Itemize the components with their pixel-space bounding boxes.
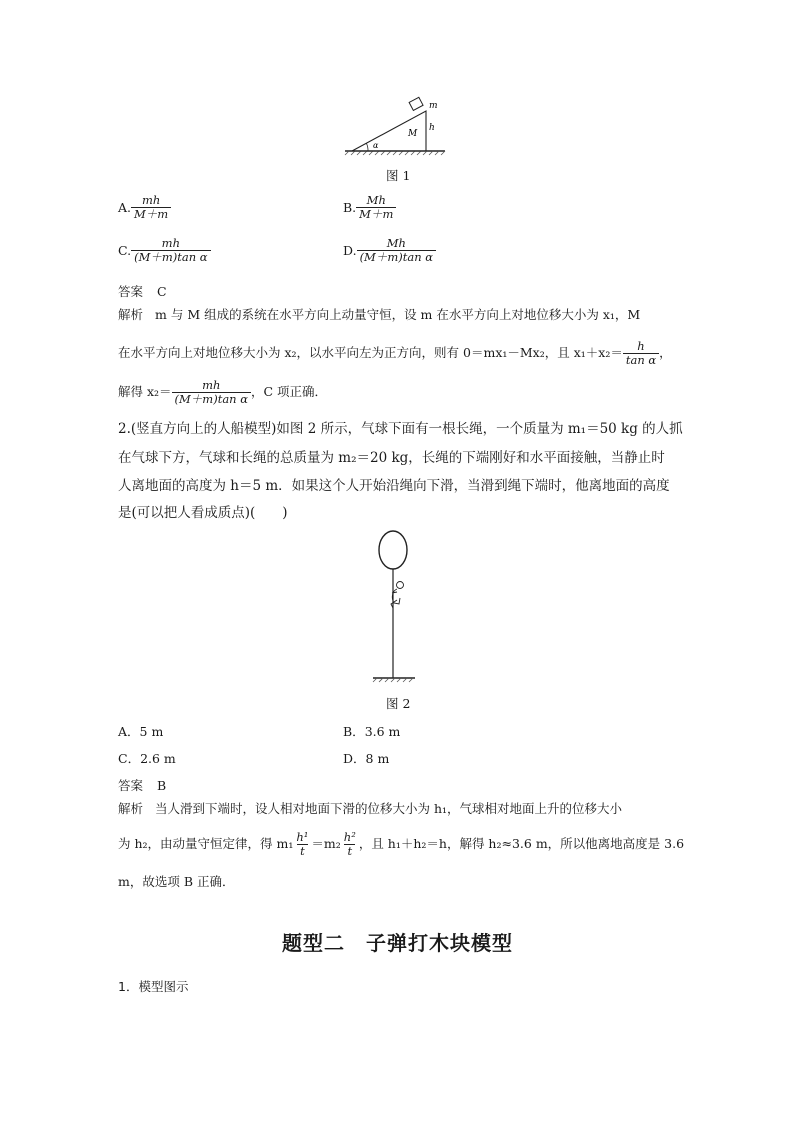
option-letter: A. xyxy=(118,200,132,216)
option-letter: A． xyxy=(118,724,140,739)
fraction-denominator: t xyxy=(344,844,355,858)
analysis-text: 当人滑到下端时，设人相对地面下滑的位移大小为 h₁，气球相对地面上升的位移大小 xyxy=(155,801,623,816)
fraction-denominator: t xyxy=(297,844,308,858)
q1-analysis-line-2 xyxy=(118,340,672,367)
answer-value: C xyxy=(157,284,167,299)
figure-1-caption: 图 1 xyxy=(386,168,411,183)
option-letter: C. xyxy=(118,243,132,259)
fraction-numerator: h¹ xyxy=(296,830,309,844)
analysis-text: ，且 h₁＋h₂＝h，解得 h₂≈3.6 m，所以他离地高度是 3.6 xyxy=(358,836,685,852)
fig1-label-alpha: α xyxy=(373,141,379,150)
option-numerator: Mh xyxy=(386,236,406,250)
analysis-label: 解析 xyxy=(118,307,144,322)
answer-label: 答案 xyxy=(118,284,144,299)
analysis-text: ， xyxy=(659,345,672,361)
q1-option-c xyxy=(118,237,211,264)
q1-option-a xyxy=(118,194,171,221)
q2-stem-line-3: 人离地面的高度为 h＝5 m．如果这个人开始沿绳向下滑，当滑到绳下端时，他离地面的高度 xyxy=(118,478,670,494)
q1-option-b xyxy=(343,194,396,221)
option-numerator: Mh xyxy=(366,193,386,207)
answer-value: B xyxy=(157,778,167,793)
fraction-numerator: h² xyxy=(343,830,356,844)
option-letter: B． xyxy=(343,724,365,739)
q1-option-d xyxy=(343,237,436,264)
q2-option-a xyxy=(118,722,163,740)
q2-analysis-line-2 xyxy=(118,831,684,858)
q2-option-c xyxy=(118,749,176,767)
analysis-text: 为 h₂，由动量守恒定律，得 m₁ xyxy=(118,836,294,852)
option-text: 2.6 m xyxy=(140,751,176,766)
option-text: 5 m xyxy=(139,724,164,739)
fig1-label-M: M xyxy=(408,129,418,139)
q1-analysis-line-3 xyxy=(118,379,327,406)
q2-option-b xyxy=(343,722,400,740)
q2-stem-line-2: 在气球下方，气球和长绳的总质量为 m₂＝20 kg，长绳的下端刚好和水平面接触，当静止时 xyxy=(118,450,665,466)
option-text: 3.6 m xyxy=(364,724,401,739)
q1-answer xyxy=(118,282,167,300)
analysis-label: 解析 xyxy=(118,801,144,816)
fraction-numerator: mh xyxy=(202,378,221,392)
q2-stem-line-1: 2.(竖直方向上的人船模型)如图 2 所示，气球下面有一根长绳，一个质量为 m₁＝50 kg 的人抓 xyxy=(118,421,683,437)
fig1-label-m: m xyxy=(429,101,438,111)
option-letter: D. xyxy=(343,243,357,259)
q2-analysis-line-3: m，故选项 B 正确． xyxy=(118,874,235,889)
fraction-denominator: tan α xyxy=(623,353,659,367)
option-denominator: (M＋m)tan α xyxy=(357,250,436,264)
sub-item-model-diagram: 1．模型图示 xyxy=(118,979,189,994)
figure-2-balloon xyxy=(364,528,424,688)
option-denominator: M＋m xyxy=(356,207,396,221)
fraction-denominator: (M＋m)tan α xyxy=(172,392,251,406)
option-text: 8 m xyxy=(365,751,390,766)
option-numerator: mh xyxy=(141,193,161,207)
option-letter: B. xyxy=(343,200,357,216)
q2-stem-line-4: 是(可以把人看成质点)( ) xyxy=(118,505,288,521)
figure-1-incline xyxy=(340,96,450,158)
q2-analysis-line-1 xyxy=(118,803,622,816)
q2-option-d xyxy=(343,749,389,767)
analysis-text: ＝m₂ xyxy=(311,836,341,852)
analysis-text: m 与 M 组成的系统在水平方向上动量守恒，设 m 在水平方向上对地位移大小为 x₁，M xyxy=(155,307,641,322)
answer-label: 答案 xyxy=(118,778,144,793)
option-numerator: mh xyxy=(161,236,180,250)
analysis-text: 在水平方向上对地位移大小为 x₂，以水平向左为正方向，则有 0＝mx₁－Mx₂，且 x₁＋x₂＝ xyxy=(118,345,623,361)
option-letter: C． xyxy=(118,751,141,766)
fig1-label-h: h xyxy=(429,123,435,133)
figure-2-caption: 图 2 xyxy=(386,696,411,711)
analysis-text: 解得 x₂＝ xyxy=(118,384,172,400)
q2-answer xyxy=(118,776,166,794)
q1-analysis-line-1 xyxy=(118,309,640,322)
option-denominator: M＋m xyxy=(131,207,171,221)
section-heading: 题型二 子弹打木块模型 xyxy=(282,931,513,955)
analysis-text: ，C 项正确． xyxy=(251,384,328,400)
option-letter: D． xyxy=(343,751,366,766)
fraction-numerator: h xyxy=(637,339,645,353)
option-denominator: (M＋m)tan α xyxy=(131,250,210,264)
